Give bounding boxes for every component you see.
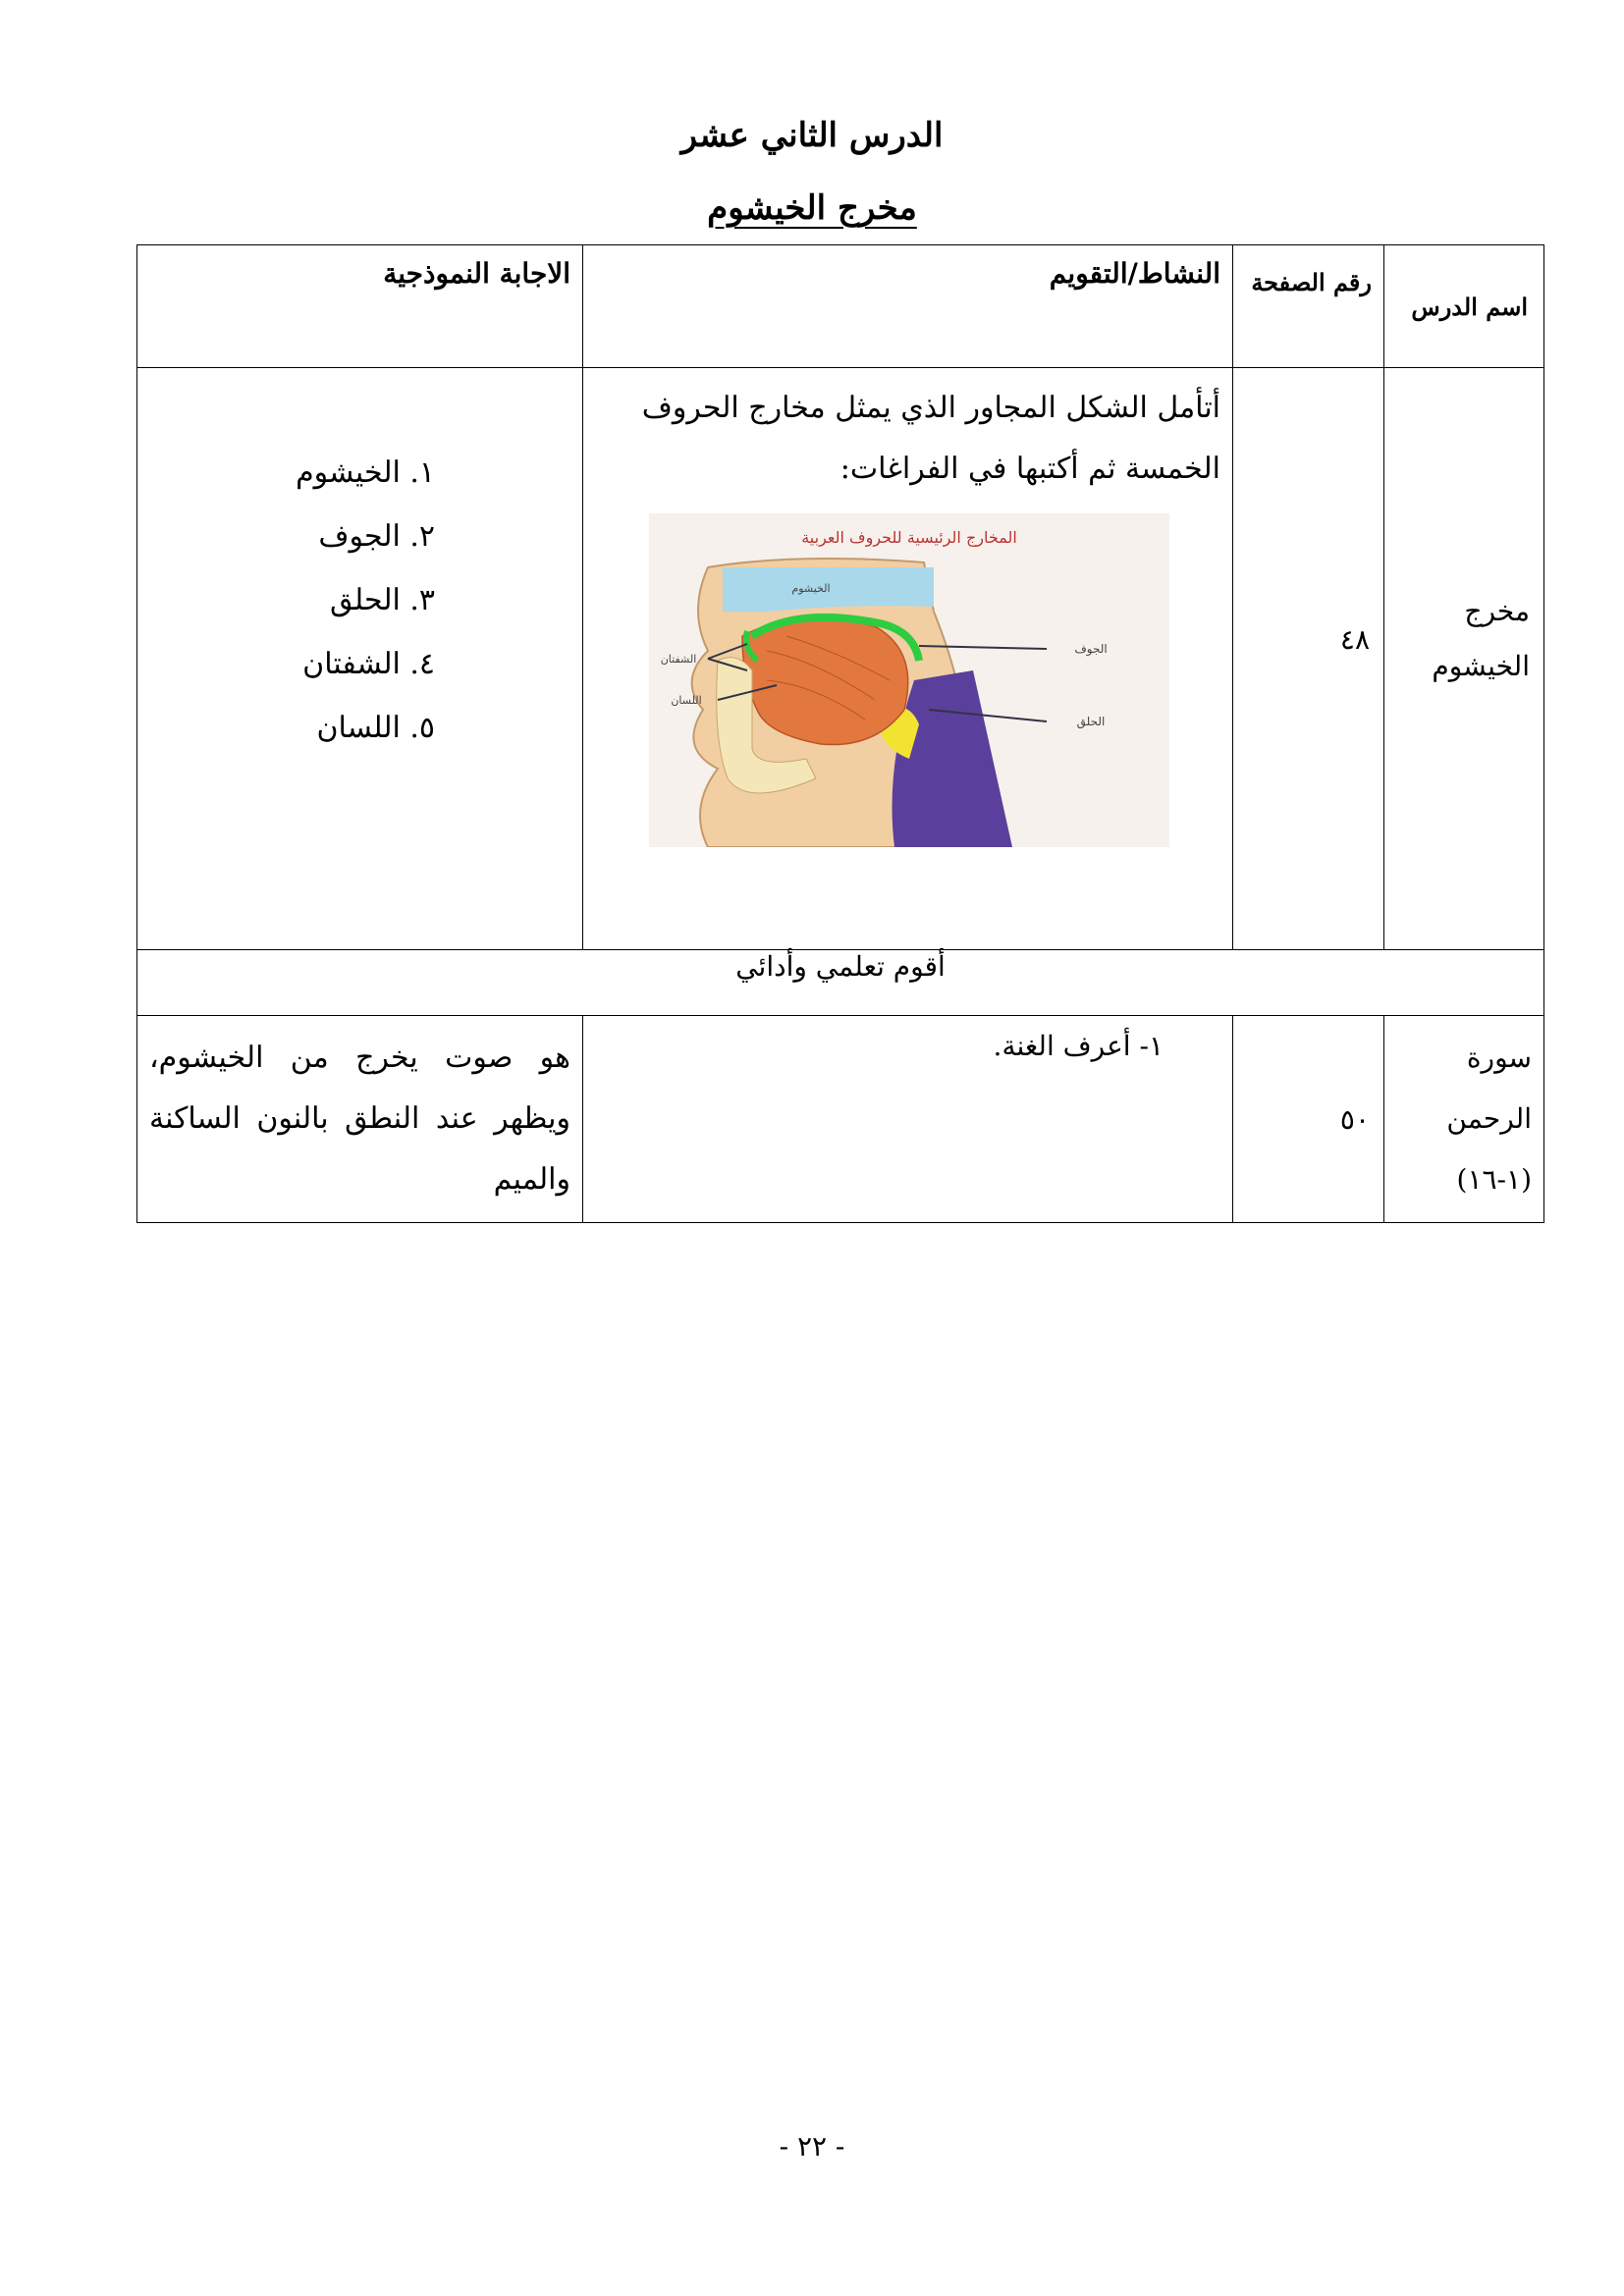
figure-label-cavity: الجوف	[1073, 642, 1108, 656]
cell-page-number: ٤٨	[1233, 368, 1384, 950]
cell-model-answer: هو صوت يخرج من الخيشوم، ويظهر عند النطق بالنون الساكنة والميم	[137, 1016, 583, 1223]
page-number: - ٢٢ -	[779, 2130, 845, 2163]
lesson-subtitle-text: مخرج الخيشوم	[707, 188, 917, 228]
list-item: ٣. الحلق	[330, 583, 435, 617]
cell-lesson-name: مخرج الخيشوم	[1384, 368, 1544, 950]
figure-label-lips: الشفتان	[660, 653, 696, 666]
lesson-name-line-2: الرحمن	[1446, 1102, 1532, 1135]
figure-label-nose: الخيشوم	[790, 582, 831, 595]
list-item: ٤. الشفتان	[302, 647, 435, 681]
lesson-name-line-1: سورة	[1466, 1041, 1532, 1074]
cell-activity: ١- أعرف الغنة.	[583, 1016, 1233, 1223]
activity-line-2: الخمسة ثم أكتبها في الفراغات:	[839, 452, 1220, 486]
lesson-subtitle	[0, 188, 1624, 228]
cell-lesson-name	[1384, 1016, 1544, 1223]
activity-text	[597, 378, 1220, 500]
answer-list	[150, 441, 435, 760]
table-row	[137, 1016, 1544, 1223]
section-title: أقوم تعلمي وأدائي	[137, 950, 1544, 1016]
lesson-table	[136, 244, 1544, 1223]
list-item: ٢. الجوف	[318, 519, 435, 554]
lesson-name-line-3: (١-١٦)	[1456, 1163, 1532, 1196]
articulation-points-figure	[649, 513, 1169, 847]
header-model-answer: الاجابة النموذجية	[137, 245, 583, 368]
cell-page-number: ٥٠	[1233, 1016, 1384, 1223]
section-row	[137, 950, 1544, 1016]
header-page-number: رقم الصفحة	[1233, 245, 1384, 368]
articulation-diagram	[649, 513, 1169, 847]
table-row	[137, 368, 1544, 950]
header-lesson-name: اسم الدرس	[1384, 245, 1544, 368]
list-item: ١. الخيشوم	[296, 455, 435, 490]
figure-label-throat: الحلق	[1076, 715, 1105, 728]
cell-model-answer	[137, 368, 583, 950]
activity-line-1: أتأمل الشكل المجاور الذي يمثل مخارج الحروف	[641, 391, 1220, 425]
figure-label-tongue: اللسان	[670, 694, 702, 707]
figure-caption: المخارج الرئيسية للحروف العربية	[800, 528, 1017, 547]
header-activity: النشاط/التقويم	[583, 245, 1233, 368]
cell-activity	[583, 368, 1233, 950]
list-item: ٥. اللسان	[316, 711, 435, 745]
table-header-row	[137, 245, 1544, 368]
lesson-title: الدرس الثاني عشر	[680, 116, 944, 155]
